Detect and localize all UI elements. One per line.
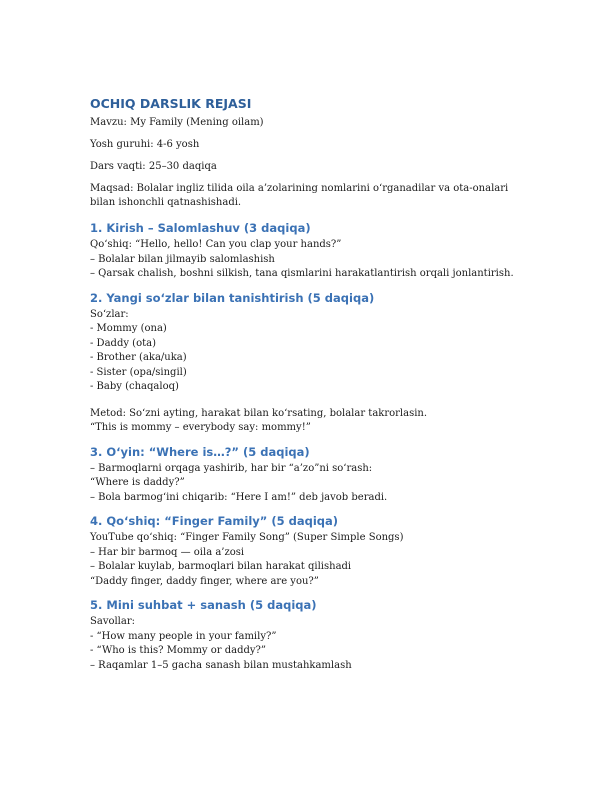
vocab-item: - Daddy (ota) xyxy=(90,337,156,349)
section-line: Qo‘shiq: “Hello, hello! Can you clap your hands?” xyxy=(90,239,342,250)
vocab-item: - Mommy (ona) xyxy=(90,323,167,334)
vocab-item: - Brother (aka/uka) xyxy=(90,352,187,363)
vocab-item: - Sister (opa/singil) xyxy=(90,366,187,378)
section-line: YouTube qo‘shiq: “Finger Family Song” (Super Simple Songs) xyxy=(90,532,404,543)
section-heading: 1. Kirish – Salomlashuv (3 daqiqa) xyxy=(90,221,311,235)
section-line: – Har bir barmoq — oila a’zosi xyxy=(90,546,245,558)
vocab-item: - Baby (chaqaloq) xyxy=(90,381,179,392)
section-line: – Raqamlar 1–5 gacha sanash bilan mustahkamlash xyxy=(90,659,352,671)
section-song xyxy=(90,513,530,589)
spacer xyxy=(90,395,530,407)
section-heading: 2. Yangi so‘zlar bilan tanishtirish (5 daqiqa) xyxy=(90,290,375,305)
section-mini-talk xyxy=(90,597,530,673)
method-line: Metod: So‘zni ayting, harakat bilan ko‘rsating, bolalar takrorlasin. xyxy=(90,407,428,419)
duration-line: Dars vaqti: 25–30 daqiqa xyxy=(90,161,217,172)
age-group-line: Yosh guruhi: 4-6 yosh xyxy=(90,139,200,150)
question-item: - “How many people in your family?” xyxy=(90,630,277,642)
topic-line: Mavzu: My Family (Mening oilam) xyxy=(90,117,264,128)
section-line: – Bolalar bilan jilmayib salomlashish xyxy=(90,253,275,265)
section-line: – Bolalar kuylab, barmoqlari bilan harakat qilishadi xyxy=(90,561,352,572)
section-line: “Where is daddy?” xyxy=(90,477,185,488)
example-line: “This is mommy – everybody say: mommy!” xyxy=(90,422,311,433)
section-line: – Qarsak chalish, boshni silkish, tana qismlarini harakatlantirish orqali jonlantirish. xyxy=(90,268,514,279)
section-line: So‘zlar: xyxy=(90,308,129,320)
section-line: Savollar: xyxy=(90,616,135,627)
section-new-words xyxy=(90,290,530,436)
document-title: OCHIQ DARSLIK REJASI xyxy=(90,96,252,111)
document-page xyxy=(90,96,530,681)
goal-paragraph: Maqsad: Bolalar ingliz tilida oila a’zolarining nomlarini o‘rganadilar va ota-onalari bilan ishonchli qatnashishadi. xyxy=(90,183,509,208)
section-greeting xyxy=(90,220,530,282)
section-heading: 4. Qo‘shiq: “Finger Family” (5 daqiqa) xyxy=(90,514,339,528)
question-item: - “Who is this? Mommy or daddy?” xyxy=(90,645,267,656)
section-game xyxy=(90,444,530,506)
section-heading: 3. O‘yin: “Where is…?” (5 daqiqa) xyxy=(90,444,310,459)
section-line: – Bola barmog‘ini chiqarib: “Here I am!” deb javob beradi. xyxy=(90,491,388,503)
section-line: “Daddy finger, daddy finger, where are you?” xyxy=(90,575,319,587)
section-line: – Barmoqlarni orqaga yashirib, har bir “a’zo”ni so‘rash: xyxy=(90,462,373,474)
section-heading: 5. Mini suhbat + sanash (5 daqiqa) xyxy=(90,598,317,612)
